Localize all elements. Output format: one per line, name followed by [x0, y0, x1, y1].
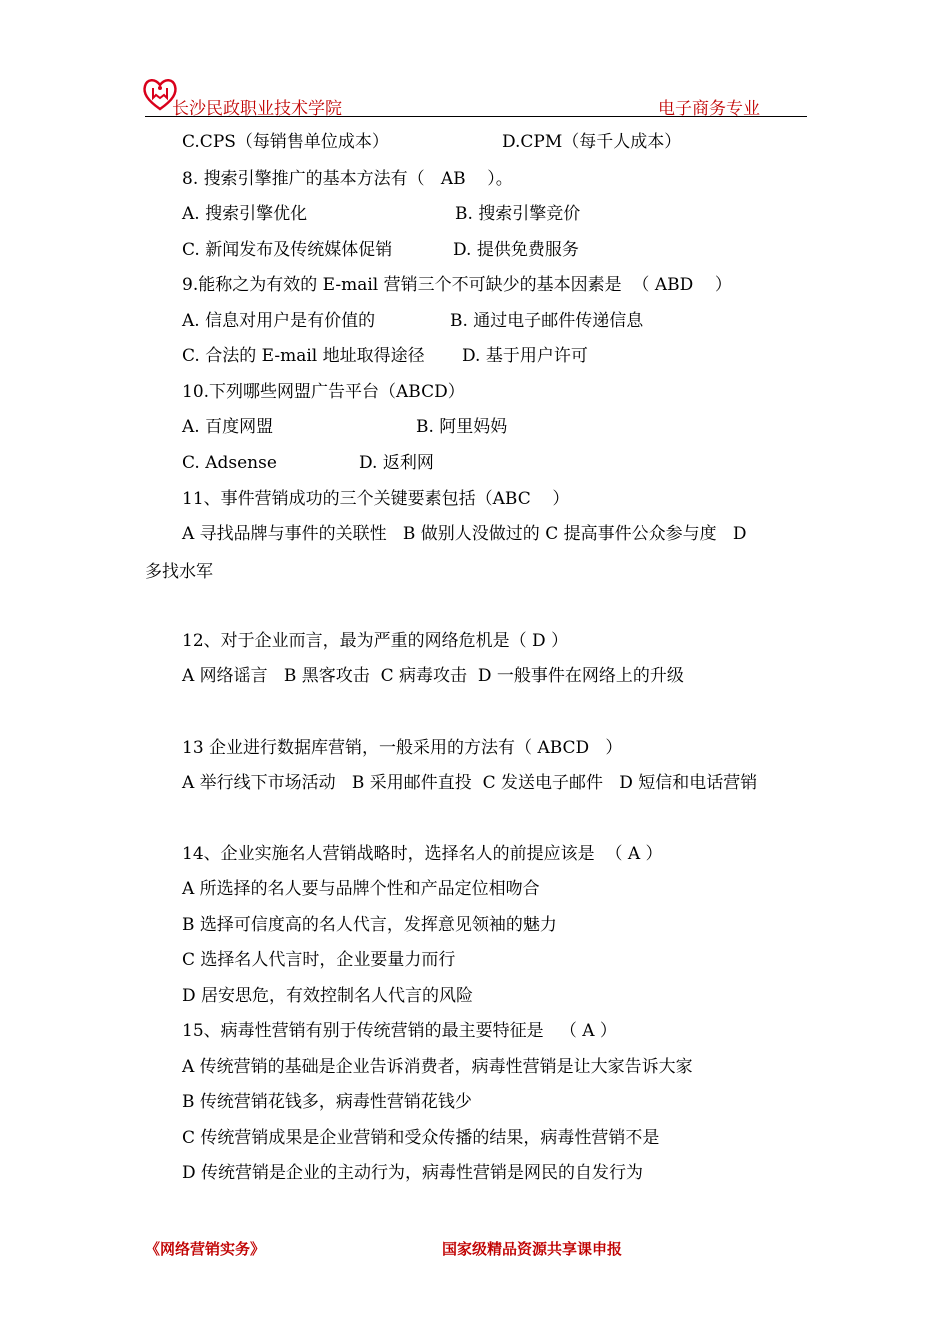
- q9-option-a: A. 信息对用户是有价值的: [182, 311, 376, 331]
- q11-options-continued: 多找水军: [145, 562, 213, 582]
- q10-question: 10.下列哪些网盟广告平台（ABCD）: [182, 382, 465, 402]
- q14-question: 14、企业实施名人营销战略时，选择名人的前提应该是 （ A ）: [182, 844, 663, 864]
- q12-options: A 网络谣言 B 黑客攻击 C 病毒攻击 D 一般事件在网络上的升级: [182, 666, 684, 686]
- q7-option-c: C.CPS（每销售单位成本）: [182, 132, 389, 152]
- q8-option-c: C. 新闻发布及传统媒体促销: [182, 240, 393, 260]
- footer-course-title: 《网络营销实务》: [145, 1240, 266, 1258]
- q13-question: 13 企业进行数据库营销，一般采用的方法有（ ABCD ）: [182, 738, 623, 758]
- q15-option-c: C 传统营销成果是企业营销和受众传播的结果，病毒性营销不是: [182, 1128, 660, 1148]
- q15-option-d: D 传统营销是企业的主动行为，病毒性营销是网民的自发行为: [182, 1163, 644, 1183]
- q13-options: A 举行线下市场活动 B 采用邮件直投 C 发送电子邮件 D 短信和电话营销: [182, 773, 758, 793]
- q11-options: A 寻找品牌与事件的关联性 B 做别人没做过的 C 提高事件公众参与度 D: [182, 524, 747, 544]
- q8-option-d: D. 提供免费服务: [453, 240, 579, 260]
- q8-question: 8. 搜索引擎推广的基本方法有（ AB ）。: [182, 169, 513, 189]
- q8-option-a: A. 搜索引擎优化: [182, 204, 308, 224]
- q15-question: 15、病毒性营销有别于传统营销的最主要特征是 （ A ）: [182, 1021, 617, 1041]
- footer-program: 国家级精品资源共享课申报: [442, 1240, 623, 1258]
- q10-option-d: D. 返利网: [359, 453, 434, 473]
- major-name: 电子商务专业: [658, 99, 760, 119]
- q14-option-c: C 选择名人代言时，企业要量力而行: [182, 950, 456, 970]
- q15-option-a: A 传统营销的基础是企业告诉消费者，病毒性营销是让大家告诉大家: [182, 1057, 693, 1077]
- q8-option-b: B. 搜索引擎竞价: [455, 204, 581, 224]
- q9-question: 9.能称之为有效的 E-mail 营销三个不可缺少的基本因素是 （ ABD ）: [182, 275, 732, 295]
- q14-option-d: D 居安思危，有效控制名人代言的风险: [182, 986, 474, 1006]
- q10-option-c: C. Adsense: [182, 453, 277, 473]
- q9-option-c: C. 合法的 E-mail 地址取得途径: [182, 346, 425, 366]
- q9-option-d: D. 基于用户许可: [462, 346, 588, 366]
- q9-option-b: B. 通过电子邮件传递信息: [450, 311, 644, 331]
- q14-option-b: B 选择可信度高的名人代言，发挥意见领袖的魅力: [182, 915, 557, 935]
- q14-option-a: A 所选择的名人要与品牌个性和产品定位相吻合: [182, 879, 540, 899]
- q15-option-b: B 传统营销花钱多，病毒性营销花钱少: [182, 1092, 472, 1112]
- school-name: 长沙民政职业技术学院: [172, 99, 342, 119]
- q7-option-d: D.CPM（每千人成本）: [502, 132, 682, 152]
- q12-question: 12、对于企业而言，最为严重的网络危机是（ D ）: [182, 631, 569, 651]
- q11-question: 11、事件营销成功的三个关键要素包括（ABC ）: [182, 489, 570, 509]
- q10-option-a: A. 百度网盟: [182, 417, 274, 437]
- q10-option-b: B. 阿里妈妈: [416, 417, 508, 437]
